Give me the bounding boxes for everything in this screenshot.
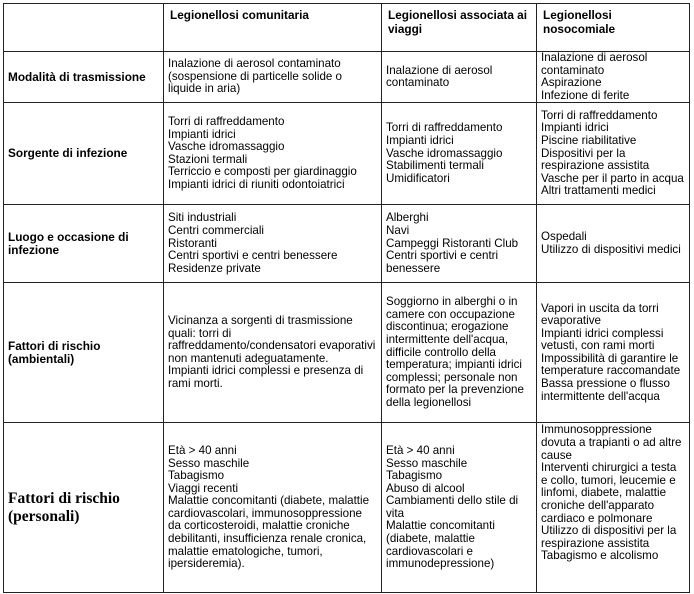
- cell-line: Impianti idrici: [386, 133, 454, 147]
- cell-source-nosocomial: [537, 103, 690, 205]
- cell-line: Centri commerciali: [168, 223, 264, 237]
- cell-line: Malattie concomitanti (diabete, malattie cardiovascolari e immunodepressione): [386, 519, 495, 571]
- cell-line: Impianti idrici di riuniti odontoiatrici: [168, 178, 345, 192]
- cell-environmental-community: [164, 283, 382, 423]
- cell-line: Terriccio e composti per giardinaggio: [168, 165, 357, 179]
- header-row: [4, 4, 690, 52]
- comparison-table: [3, 3, 690, 593]
- cell-transmission-travel: [382, 52, 537, 103]
- cell-line: Impossibilità di garantire le temperature raccomandate: [541, 351, 681, 378]
- cell-line: Vasche per il parto in acqua: [541, 171, 684, 185]
- cell-line: Torri di raffreddamento: [168, 115, 285, 129]
- cell-line: Campeggi Ristoranti Club: [386, 236, 519, 250]
- cell-line: Vasche idromassaggio: [386, 146, 503, 160]
- cell-personal-community: [164, 423, 382, 593]
- cell-line: Dispositivi per la respirazione assistita: [541, 146, 650, 173]
- cell-line: Bassa pressione o flusso intermittente dell'acqua: [541, 377, 670, 403]
- cell-line: Siti industriali: [168, 211, 237, 225]
- cell-line: Tabagismo: [386, 469, 443, 483]
- cell-line: Ristoranti: [168, 236, 217, 250]
- cell-line: Immunosoppressione dovuta a trapianti o ad altre cause: [541, 423, 682, 462]
- row-label-source: Sorgente di infezione: [4, 103, 164, 205]
- row-label-environmental-risk: Fattori di rischio (ambientali): [4, 283, 164, 423]
- cell-line: Residenze private: [168, 261, 261, 275]
- table-row-place: [4, 205, 690, 283]
- cell-line: Piscine riabilitative: [541, 133, 637, 147]
- row-label-transmission: Modalità di trasmissione: [4, 52, 164, 103]
- cell-line: Inalazione di aerosol contaminato: [541, 51, 648, 77]
- cell-line: Stabilimenti termali: [386, 159, 484, 173]
- header-nosocomial: Legionellosi nosocomiale: [537, 4, 690, 52]
- header-corner: [4, 4, 164, 52]
- cell-line: Umidificatori: [386, 171, 450, 185]
- cell-line: Ospedali: [541, 230, 587, 244]
- cell-line: Infezione di ferite: [541, 88, 630, 102]
- cell-line: Cambiamenti dello stile di vita: [386, 494, 519, 520]
- cell-line: Soggiorno in alberghi o in camere con occupazione discontinua; erogazione intermittente dell'acqua, difficile controllo della temperatura; impianti idrici complessi; personale non formato per la prevenzione della legionellosi: [386, 295, 524, 409]
- cell-environmental-travel: [382, 283, 537, 423]
- cell-line: Aspirazione: [541, 76, 602, 90]
- cell-line: Età > 40 anni: [386, 443, 455, 457]
- cell-line: Vicinanza a sorgenti di trasmissione quali: torri di raffreddamento/condensatori evaporativi non mantenuti adeguatamente.: [168, 314, 376, 365]
- cell-line: Viaggi recenti: [168, 481, 239, 495]
- cell-line: Torri di raffreddamento: [541, 108, 658, 122]
- cell-line: Inalazione di aerosol contaminato (sospensione di particelle solide o liquide in aria): [168, 57, 343, 96]
- cell-source-community: [164, 103, 382, 205]
- cell-line: Alberghi: [386, 211, 429, 225]
- cell-source-travel: [382, 103, 537, 205]
- row-label-place: Luogo e occasione di infezione: [4, 205, 164, 283]
- row-label-personal-risk: Fattori di rischio (personali): [4, 423, 164, 593]
- cell-line: Abuso di alcool: [386, 481, 465, 495]
- cell-line: Utilizzo di dispositivi per la respirazione assistita: [541, 524, 677, 550]
- header-travel: Legionellosi associata ai viaggi: [382, 4, 537, 52]
- cell-line: Impianti idrici: [168, 127, 236, 141]
- cell-line: Impianti idrici complessi e presenza di rami morti.: [168, 364, 364, 391]
- cell-line: Interventi chirurgici a testa e collo, tumori, leucemie e linfomi, diabete, malattie croniche dell'apparato cardiaco e polmonare: [541, 461, 677, 525]
- cell-place-nosocomial: [537, 205, 690, 283]
- cell-place-travel: [382, 205, 537, 283]
- table-row-environmental-risk: [4, 283, 690, 423]
- cell-environmental-nosocomial: [537, 283, 690, 423]
- cell-line: Tabagismo e alcolismo: [541, 549, 659, 563]
- cell-personal-nosocomial: [537, 423, 690, 593]
- table-row-transmission: [4, 52, 690, 103]
- cell-line: Vapori in uscita da torri evaporative: [541, 301, 659, 328]
- cell-line: Navi: [386, 223, 410, 237]
- cell-line: Vasche idromassaggio: [168, 140, 285, 154]
- cell-line: Inalazione di aerosol contaminato: [386, 63, 493, 90]
- table-row-personal-risk: [4, 423, 690, 593]
- cell-line: Centri sportivi e centri benessere: [386, 249, 499, 275]
- cell-line: Età > 40 anni: [168, 443, 237, 457]
- table-row-source: [4, 103, 690, 205]
- legionellosis-comparison-document: [3, 3, 689, 589]
- cell-line: Stazioni termali: [168, 152, 248, 166]
- header-community: Legionellosi comunitaria: [164, 4, 382, 52]
- cell-line: Centri sportivi e centri benessere: [168, 249, 338, 263]
- cell-place-community: [164, 205, 382, 283]
- cell-line: Torri di raffreddamento: [386, 121, 503, 135]
- cell-line: Utilizzo di dispositivi medici: [541, 242, 681, 256]
- cell-line: Malattie concomitanti (diabete, malattie cardiovascolari, immunosoppressione da corticosteroidi, malattie croniche debilitanti, insufficienza renale cronica, malattie ematologiche, tumori, ipersideremia).: [168, 494, 370, 571]
- cell-line: Tabagismo: [168, 469, 225, 483]
- cell-line: Impianti idrici: [541, 121, 609, 135]
- cell-transmission-community: [164, 52, 382, 103]
- cell-line: Sesso maschile: [168, 456, 250, 470]
- cell-personal-travel: [382, 423, 537, 593]
- cell-line: Altri trattamenti medici: [541, 184, 656, 198]
- cell-transmission-nosocomial: [537, 52, 690, 103]
- cell-line: Impianti idrici complessi vetusti, con rami morti: [541, 326, 664, 353]
- cell-line: Sesso maschile: [386, 456, 468, 470]
